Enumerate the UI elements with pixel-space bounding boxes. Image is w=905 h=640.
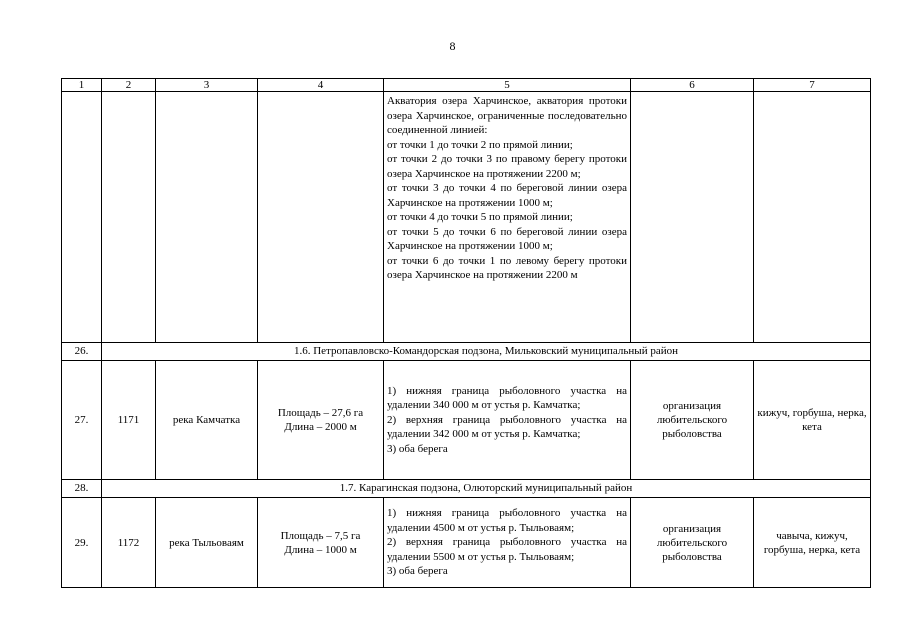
banks: 3) оба берега — [387, 442, 448, 455]
boundary-line: от точки 4 до точки 5 по прямой линии; — [387, 211, 573, 223]
row-number: 29. — [62, 498, 102, 588]
table-row-29 — [62, 498, 871, 588]
row-number: 27. — [62, 361, 102, 480]
cont-cell-2 — [102, 92, 156, 343]
boundary-line: от точки 2 до точки 3 по правому берегу протоки озера Харчинское на протяжении 2200 м; — [387, 153, 627, 180]
row-number: 28. — [62, 480, 102, 498]
subzone-title: 1.6. Петропавловско-Командорская подзона, Мильковский муниципальный район — [102, 343, 871, 361]
subzone-title: 1.7. Карагинская подзона, Олюторский муниципальный район — [102, 480, 871, 498]
area-size — [258, 361, 384, 480]
boundary-description — [384, 92, 631, 343]
table-row-27 — [62, 361, 871, 480]
header-row — [62, 79, 871, 92]
cont-cell-7 — [754, 92, 871, 343]
boundary-line: Акватория озера Харчинское, акватория протоки озера Харчинское, ограниченные последовательно соединенной линией: — [387, 95, 627, 136]
boundary-line: от точки 1 до точки 2 по прямой линии; — [387, 138, 573, 151]
subzone-row-28 — [62, 480, 871, 498]
subzone-row-26 — [62, 343, 871, 361]
upper-boundary: 2) верхняя граница рыболовного участка на удалении 342 000 м от устья р. Камчатка; — [387, 413, 627, 441]
row-number: 26. — [62, 343, 102, 361]
table-row-continuation — [62, 92, 871, 343]
header-col-7: 7 — [754, 79, 871, 92]
organization: организация любительского рыболовства — [631, 498, 754, 588]
area-code: 1172 — [102, 498, 156, 588]
header-col-2: 2 — [102, 79, 156, 92]
area-value: Площадь – 7,5 га — [280, 529, 361, 542]
fish-species: чавыча, кижуч, горбуша, нерка, кета — [754, 498, 871, 588]
header-col-6: 6 — [631, 79, 754, 92]
banks: 3) оба берега — [387, 565, 448, 578]
boundary-description — [384, 498, 631, 588]
header-col-3: 3 — [156, 79, 258, 92]
length-value: Длина – 1000 м — [284, 543, 357, 556]
area-size — [258, 498, 384, 588]
lower-boundary: 1) нижняя граница рыболовного участка на удалении 4500 м от устья р. Тыльоваям; — [387, 507, 627, 534]
river-name: река Камчатка — [156, 361, 258, 480]
area-code: 1171 — [102, 361, 156, 480]
boundary-line: от точки 3 до точки 4 по береговой линии озера Харчинское на протяжении 1000 м; — [387, 182, 627, 209]
upper-boundary: 2) верхняя граница рыболовного участка на удалении 5500 м от устья р. Тыльоваям; — [387, 536, 627, 563]
page-number: 8 — [449, 39, 456, 53]
fishing-areas-table — [61, 78, 871, 588]
organization: организация любительского рыболовства — [631, 361, 754, 480]
fish-species: кижуч, горбуша, нерка, кета — [754, 361, 871, 480]
area-value: Площадь – 27,6 га — [277, 407, 364, 419]
cont-cell-4 — [258, 92, 384, 343]
river-name: река Тыльоваям — [156, 498, 258, 588]
boundary-line: от точки 6 до точки 1 по левому берегу протоки озера Харчинское на протяжении 2200 м — [387, 254, 627, 281]
lower-boundary: 1) нижняя граница рыболовного участка на удалении 340 000 м от устья р. Камчатка; — [387, 384, 627, 412]
header-col-1: 1 — [62, 79, 102, 92]
header-col-5: 5 — [384, 79, 631, 92]
boundary-description — [384, 361, 631, 480]
cont-cell-3 — [156, 92, 258, 343]
cont-cell-6 — [631, 92, 754, 343]
length-value: Длина – 2000 м — [284, 421, 357, 433]
cont-cell-1 — [62, 92, 102, 343]
header-col-4: 4 — [258, 79, 384, 92]
boundary-line: от точки 5 до точки 6 по береговой линии озера Харчинское на протяжении 1000 м; — [387, 225, 627, 252]
